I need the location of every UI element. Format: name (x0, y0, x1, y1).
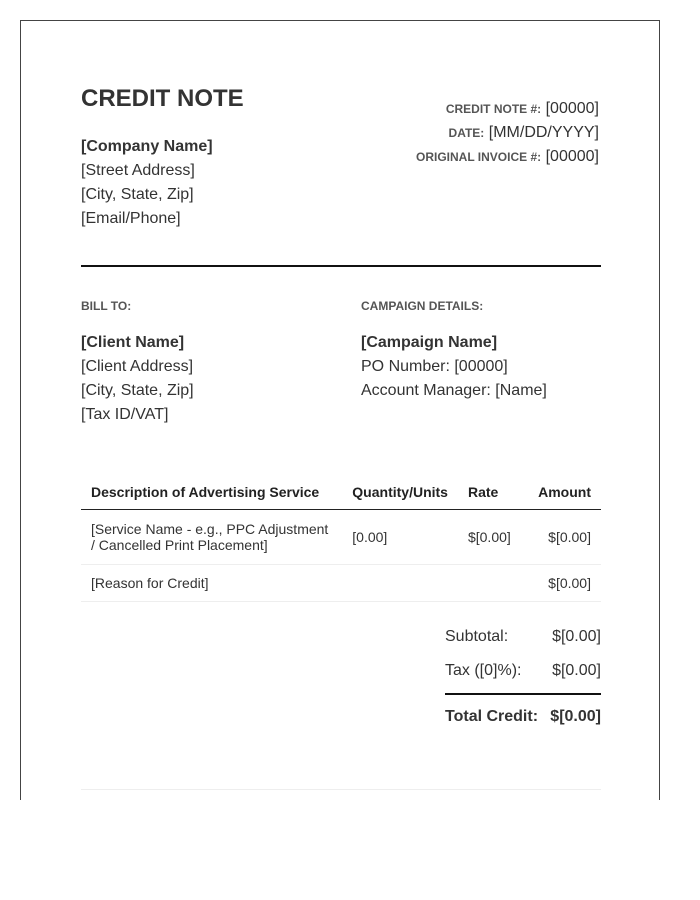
tax-label: Tax ([0]%): (445, 662, 522, 679)
document-title: CREDIT NOTE (81, 85, 244, 112)
campaign-account-manager: Account Manager: [Name] (361, 382, 547, 399)
row-quantity (342, 565, 458, 602)
header-description: Description of Advertising Service (81, 475, 342, 510)
header-amount: Amount (528, 475, 601, 510)
date-label: DATE: (448, 126, 485, 140)
line-items-table (81, 475, 601, 602)
row-quantity: [0.00] (342, 510, 458, 565)
credit-note-number-label: CREDIT NOTE #: (445, 102, 542, 116)
company-name: [Company Name] (81, 138, 213, 155)
total-credit-row (445, 705, 601, 739)
row-amount: $[0.00] (528, 565, 601, 602)
footer-divider (81, 789, 601, 790)
totals-divider (445, 693, 601, 695)
subtotal-value: $[0.00] (552, 628, 601, 645)
date-row (416, 121, 599, 145)
credit-note-page (20, 20, 660, 800)
credit-note-number-value: [00000] (545, 100, 599, 117)
client-city: [City, State, Zip] (81, 382, 194, 399)
original-invoice-row (416, 145, 599, 169)
campaign-details-label: CAMPAIGN DETAILS: (361, 299, 484, 313)
row-description: [Reason for Credit] (81, 565, 342, 602)
original-invoice-label: ORIGINAL INVOICE #: (416, 150, 542, 164)
totals-block (445, 625, 601, 739)
header-quantity: Quantity/Units (342, 475, 458, 510)
tax-row (445, 659, 601, 693)
row-rate (458, 565, 528, 602)
client-name: [Client Name] (81, 334, 185, 351)
document-meta (416, 97, 599, 169)
bill-to-label: BILL TO: (81, 299, 132, 313)
header-rate: Rate (458, 475, 528, 510)
campaign-block (361, 331, 547, 403)
company-block (81, 135, 213, 231)
row-description: [Service Name - e.g., PPC Adjustment / Cancelled Print Placement] (81, 510, 342, 565)
subtotal-row (445, 625, 601, 659)
table-row (81, 510, 601, 565)
subtotal-label: Subtotal: (445, 628, 509, 645)
credit-note-number-row (416, 97, 599, 121)
company-contact: [Email/Phone] (81, 210, 181, 227)
client-tax-id: [Tax ID/VAT] (81, 406, 169, 423)
original-invoice-value: [00000] (545, 148, 599, 165)
total-credit-label: Total Credit: (445, 708, 539, 725)
bill-to-block (81, 331, 194, 427)
total-credit-value: $[0.00] (550, 708, 601, 725)
company-city: [City, State, Zip] (81, 186, 194, 203)
table-row (81, 565, 601, 602)
campaign-name: [Campaign Name] (361, 334, 498, 351)
client-address: [Client Address] (81, 358, 194, 375)
date-value: [MM/DD/YYYY] (488, 124, 599, 141)
campaign-po-number: PO Number: [00000] (361, 358, 508, 375)
tax-value: $[0.00] (552, 662, 601, 679)
table-header-row (81, 475, 601, 510)
row-amount: $[0.00] (528, 510, 601, 565)
row-rate: $[0.00] (458, 510, 528, 565)
header-divider (81, 265, 601, 267)
company-street: [Street Address] (81, 162, 195, 179)
